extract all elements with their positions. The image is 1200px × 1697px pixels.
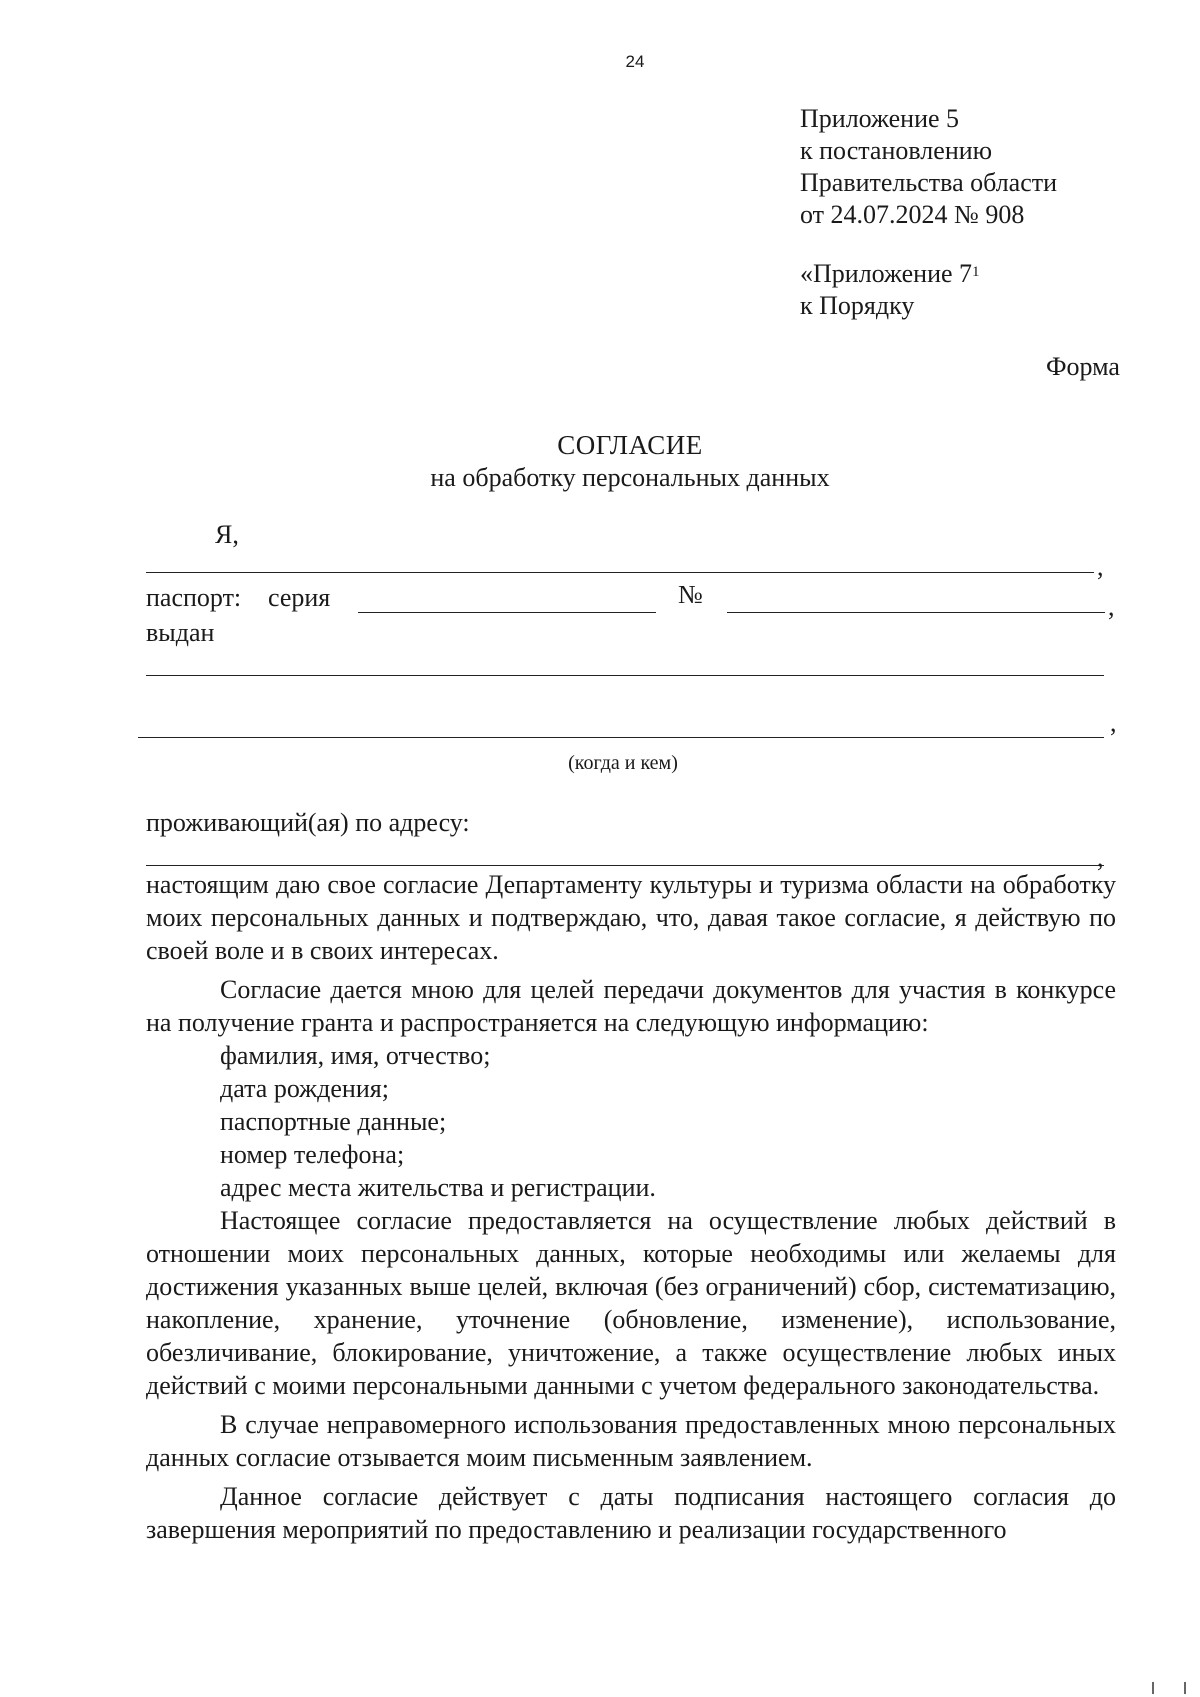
- issued-hint: (когда и кем): [568, 752, 678, 774]
- comma: ,: [1097, 552, 1104, 581]
- issued-line-1[interactable]: [146, 675, 1104, 676]
- scan-mark: [1152, 1682, 1154, 1694]
- scan-mark: [1184, 1682, 1186, 1694]
- passport-series-line[interactable]: [358, 612, 656, 613]
- address-line[interactable]: [146, 865, 1104, 866]
- annex-line: Правительства области: [800, 168, 1058, 197]
- passport-label: паспорт:: [146, 583, 242, 612]
- consent-body: [146, 868, 1116, 1546]
- annex-order-line: к Порядку: [800, 291, 915, 320]
- annex-line: к постановлению: [800, 136, 993, 165]
- comma: ,: [1097, 843, 1104, 872]
- list-item: дата рождения;: [220, 1074, 389, 1103]
- comma: ,: [1110, 708, 1117, 737]
- annex-order-line: «Приложение 7: [800, 259, 973, 288]
- issued-label: выдан: [146, 618, 215, 647]
- number-label: №: [678, 580, 703, 609]
- annex-line: Приложение 5: [800, 104, 960, 133]
- paragraph: В случае неправомерного использования предоставленных мною персональных данных согласие отзывается моим письменным заявлением.: [146, 1410, 1116, 1472]
- issued-line-2[interactable]: [138, 737, 1104, 738]
- list-item: адрес места жительства и регистрации.: [220, 1173, 656, 1202]
- ya-label: Я,: [215, 520, 239, 549]
- annex-line: от 24.07.2024 № 908: [800, 200, 1025, 229]
- form-label: Форма: [1046, 352, 1120, 381]
- list-item: фамилия, имя, отчество;: [220, 1041, 491, 1070]
- document-title: СОГЛАСИЕ: [557, 430, 703, 460]
- passport-number-line[interactable]: [727, 612, 1105, 613]
- paragraph: настоящим даю свое согласие Департаменту культуры и туризма области на обработку моих персональных данных и подтверждаю, что, давая такое согласие, я действую по своей воле и в своих интересах.: [146, 870, 1116, 965]
- series-label: серия: [268, 583, 331, 612]
- full-name-line[interactable]: [146, 572, 1094, 573]
- annex-order-superscript: 1: [972, 264, 980, 280]
- annex-block: [800, 103, 1057, 231]
- paragraph: Настоящее согласие предоставляется на осуществление любых действий в отношении моих персональных данных, которые необходимы или желаемы для достижения указанных выше целей, включая (без ограничений) сбор, систематизацию, накопление, хранение, уточнение (обновление, изменение), использование, обезличивание, блокирование, уничтожение, а также осуществление любых иных действий с моими персональными данными с учетом федерального законодательства.: [146, 1206, 1116, 1400]
- paragraph: Согласие дается мною для целей передачи документов для участия в конкурсе на получение гранта и распространяется на следующую информацию:: [146, 975, 1116, 1037]
- list-item: номер телефона;: [220, 1140, 405, 1169]
- comma: ,: [1108, 592, 1115, 621]
- paragraph: Данное согласие действует с даты подписания настоящего согласия до завершения мероприятий по предоставлению и реализации государственного: [146, 1482, 1116, 1544]
- list-item: паспортные данные;: [220, 1107, 447, 1136]
- address-label: проживающий(ая) по адресу:: [146, 808, 470, 837]
- document-subtitle: на обработку персональных данных: [430, 463, 830, 492]
- annex-order-block: [800, 258, 980, 322]
- page-number: 24: [625, 52, 645, 71]
